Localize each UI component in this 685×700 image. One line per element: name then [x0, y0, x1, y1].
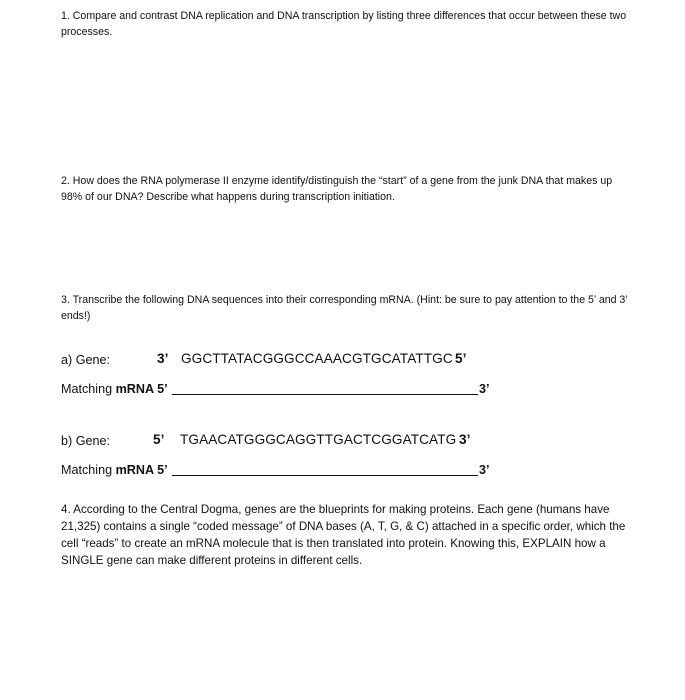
- mrna-b-answer-blank[interactable]: [172, 475, 478, 476]
- mrna-a-label: mRNA 5’: [115, 382, 168, 396]
- gene-a-label: a) Gene:: [61, 353, 111, 367]
- mrna-b-label-group: [61, 461, 168, 479]
- gene-a-sequence: GGCTTATACGGGCCAAACGTGCATATTGC: [181, 351, 453, 366]
- mrna-b-end: 3’: [479, 463, 490, 477]
- mrna-a-matching-text: Matching: [61, 382, 116, 396]
- mrna-b-matching-text: Matching: [61, 463, 116, 477]
- question-4-text: 4. According to the Central Dogma, genes are the blueprints for making proteins. Each gene (humans have 21,325) contains a single “coded message” of DNA bases (A, T, G, & C) attached in a specific order, which the cell “reads” to create an mRNA molecule that is then translated into protein. Knowing this, EXPLAIN how a SINGLE gene can make different proteins in different cells.: [61, 503, 626, 567]
- question-3-text: 3. Transcribe the following DNA sequences into their corresponding mRNA. (Hint: be sure to pay attention to the 5’ and 3’ ends!): [61, 294, 628, 322]
- gene-b-start-end: 5’: [153, 432, 165, 447]
- mrna-a-answer-blank[interactable]: [172, 394, 478, 395]
- gene-b-finish-end: 3’: [459, 432, 471, 447]
- question-1-text: 1. Compare and contrast DNA replication and DNA transcription by listing three differences that occur between these two processes.: [61, 10, 627, 38]
- gene-b-label: b) Gene:: [61, 434, 111, 448]
- mrna-b-label: mRNA 5’: [115, 463, 168, 477]
- mrna-a-end: 3’: [479, 382, 490, 396]
- gene-a-start-end: 3’: [157, 351, 169, 366]
- gene-b-sequence: TGAACATGGGCAGGTTGACTCGGATCATG: [180, 432, 457, 447]
- mrna-a-label-group: [61, 380, 168, 398]
- gene-a-finish-end: 5’: [455, 351, 467, 366]
- question-2-text: 2. How does the RNA polymerase II enzyme identify/distinguish the “start” of a gene from the junk DNA that makes up 98% of our DNA? Describe what happens during transcription initiation.: [61, 175, 613, 203]
